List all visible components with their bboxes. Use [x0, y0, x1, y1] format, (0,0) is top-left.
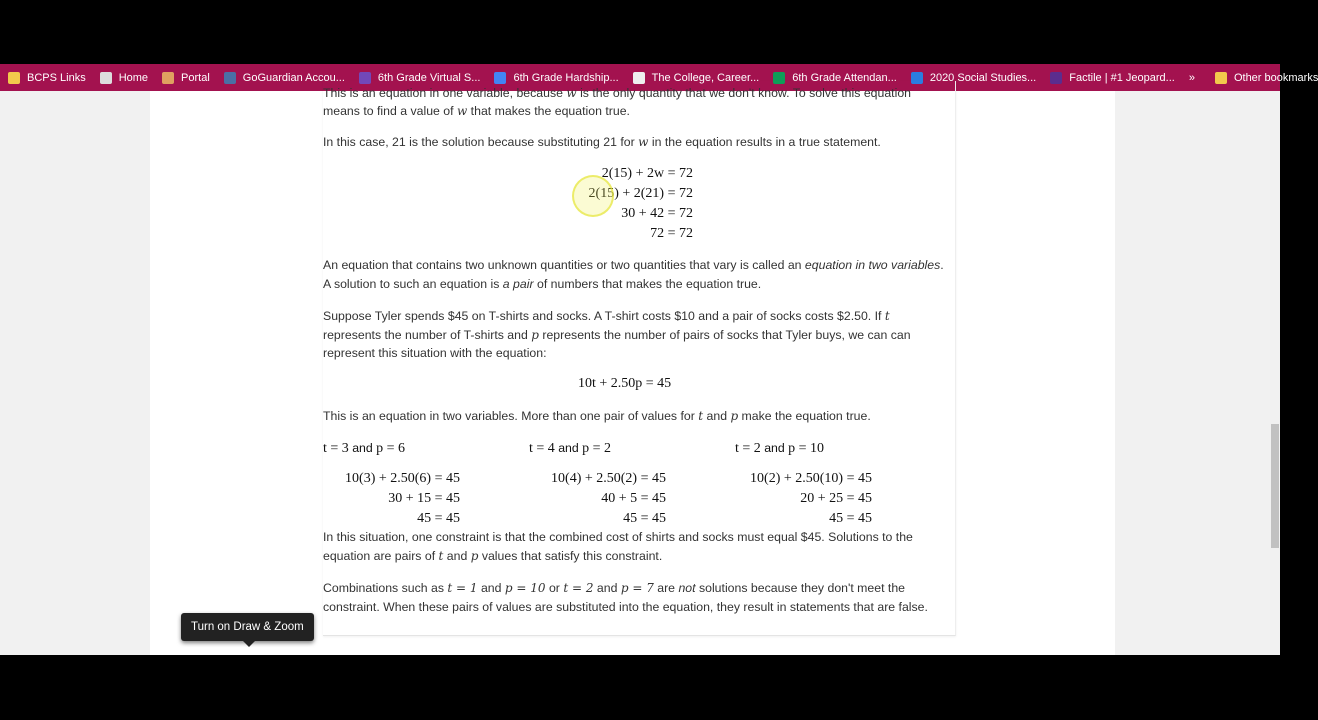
- math-term: t = 4: [529, 441, 555, 456]
- equation-line: 72 = 72: [650, 226, 693, 241]
- math-term: w: [456, 104, 468, 118]
- math-term: t = 2: [735, 441, 761, 456]
- text-run: and: [348, 441, 377, 455]
- solution-pair: [529, 438, 611, 459]
- math-term: p = 10: [788, 441, 825, 456]
- text-run: not: [678, 581, 696, 595]
- text-run: and: [703, 409, 731, 423]
- math-term: t = 1: [447, 581, 478, 595]
- bookmark-label: GoGuardian Accou...: [242, 71, 345, 84]
- equation-line: 2(15) + 2w = 72: [601, 166, 693, 181]
- bookmark-item[interactable]: [162, 72, 210, 84]
- paragraph: [323, 133, 948, 152]
- cursor-highlight: [572, 175, 614, 217]
- draw-zoom-tooltip: Turn on Draw & Zoom: [181, 613, 314, 641]
- bookmark-label: 6th Grade Virtual S...: [377, 71, 481, 84]
- solution-pair: [735, 438, 824, 459]
- bookmark-label: Factile | #1 Jeopard...: [1069, 71, 1175, 84]
- text-run: of numbers that makes the equation true.: [533, 276, 762, 291]
- other-bookmarks[interactable]: [1215, 72, 1318, 84]
- math-term: p: [470, 548, 479, 563]
- equation-line: 45 = 45: [829, 511, 872, 526]
- bookmark-label: 6th Grade Hardship...: [513, 71, 619, 84]
- math-term: w: [566, 86, 577, 100]
- paragraph: [323, 579, 948, 616]
- equation-line: 30 + 15 = 45: [388, 491, 460, 506]
- bookmark-item[interactable]: [8, 72, 86, 84]
- paragraph: [323, 256, 948, 293]
- portal-icon: [162, 72, 174, 84]
- text-run: Suppose Tyler spends $45 on T-shirts and socks. A T-shirt costs $10 and a pair of socks costs $2.50. If: [323, 309, 885, 323]
- math-term: p = 10: [504, 581, 546, 595]
- text-run: This is an equation in two variables. More than one pair of values for: [323, 409, 699, 423]
- text-run: make the equation true.: [738, 409, 871, 423]
- scrollbar-thumb[interactable]: [1271, 424, 1279, 548]
- text-run: . A solution to such an equation is: [323, 258, 944, 291]
- shield-icon: [224, 72, 236, 84]
- text-run: or: [545, 581, 564, 595]
- paragraph: [323, 84, 948, 103]
- math-term: p = 2: [582, 441, 612, 456]
- text-run: and: [760, 441, 789, 455]
- math-term: t = 3: [323, 441, 349, 456]
- text-run: that makes the equation true.: [467, 104, 630, 118]
- text-run: a pair: [502, 276, 534, 291]
- bookmark-label: Other bookmarks: [1233, 71, 1318, 84]
- folder-icon: [8, 72, 20, 84]
- folder-icon: [1215, 72, 1227, 84]
- text-run: equation in two variables: [804, 258, 941, 272]
- paragraph: [323, 102, 948, 121]
- scrollbar[interactable]: [1268, 91, 1280, 655]
- text-run: This is an equation in one variable, because: [323, 86, 567, 100]
- equation-line: 2(15) + 2(21) = 72: [588, 186, 693, 201]
- equation-line: 40 + 5 = 45: [601, 491, 666, 506]
- bookmark-label: The College, Career...: [651, 71, 760, 84]
- text-run: is the only quantity that we don't know. To solve this equation: [576, 86, 912, 100]
- text-run: represents the number of pairs of socks that Tyler buys, we can can represent this situation with the equation:: [323, 327, 911, 360]
- factile-icon: [1050, 72, 1062, 84]
- content-card: [150, 86, 1115, 655]
- page-icon: [100, 72, 112, 84]
- bookmark-label: Portal: [181, 71, 210, 84]
- math-term: p: [531, 327, 539, 342]
- text-run: are: [653, 581, 679, 595]
- math-term: t: [884, 309, 890, 323]
- text-run: and: [443, 548, 471, 563]
- paragraph: [323, 407, 948, 426]
- math-term: p: [730, 409, 739, 423]
- equation-line: 30 + 42 = 72: [621, 206, 693, 221]
- equation-line: 20 + 25 = 45: [800, 491, 872, 506]
- equation-line: 45 = 45: [623, 511, 666, 526]
- text-run: in the equation results in a true statement.: [648, 135, 881, 149]
- text-run: In this case, 21 is the solution because substituting 21 for: [323, 135, 639, 149]
- text-run: Combinations such as: [323, 581, 448, 595]
- text-run: In this situation, one constraint is that the combined cost of shirts and socks must equal $45. Solutions to the equation are pairs of: [323, 530, 913, 563]
- math-term: w: [638, 135, 649, 149]
- math-term: p = 6: [376, 441, 406, 456]
- text-run: and: [593, 581, 621, 595]
- bookmark-item[interactable]: [100, 72, 148, 84]
- equation-line: 10(4) + 2.50(2) = 45: [551, 471, 666, 486]
- equation-line: 45 = 45: [417, 511, 460, 526]
- text-run: represents the number of T-shirts and: [323, 327, 532, 342]
- math-term: t: [438, 548, 444, 563]
- math-term: p = 7: [620, 581, 654, 595]
- bookmark-item[interactable]: [1050, 72, 1175, 84]
- text-run: and: [477, 581, 505, 595]
- paragraph: [323, 307, 948, 363]
- paragraph: [323, 528, 948, 565]
- text-run: values that satisfy this constraint.: [478, 548, 663, 563]
- equation: 10t + 2.50p = 45: [578, 376, 672, 391]
- solution-pair: [323, 438, 405, 459]
- text-run: An equation that contains two unknown quantities or two quantities that vary is called an: [323, 258, 805, 272]
- math-term: t = 2: [563, 581, 594, 595]
- text-run: means to find a value of: [323, 104, 457, 118]
- bookmark-label: BCPS Links: [27, 71, 86, 84]
- bookmark-label: Home: [118, 71, 149, 84]
- equation-line: 10(2) + 2.50(10) = 45: [750, 471, 872, 486]
- more-bookmarks-button[interactable]: »: [1188, 71, 1195, 84]
- page-viewport: [0, 86, 1268, 655]
- math-term: t: [698, 409, 704, 423]
- bookmark-label: 2020 Social Studies...: [929, 71, 1037, 84]
- bookmark-label: 6th Grade Attendan...: [792, 71, 897, 84]
- text-run: and: [554, 441, 583, 455]
- equation-line: 10(3) + 2.50(6) = 45: [345, 471, 460, 486]
- text-run: solutions because they don't meet the constraint. When these pairs of values are substituted into the equation, they result in statements that are false.: [323, 581, 928, 614]
